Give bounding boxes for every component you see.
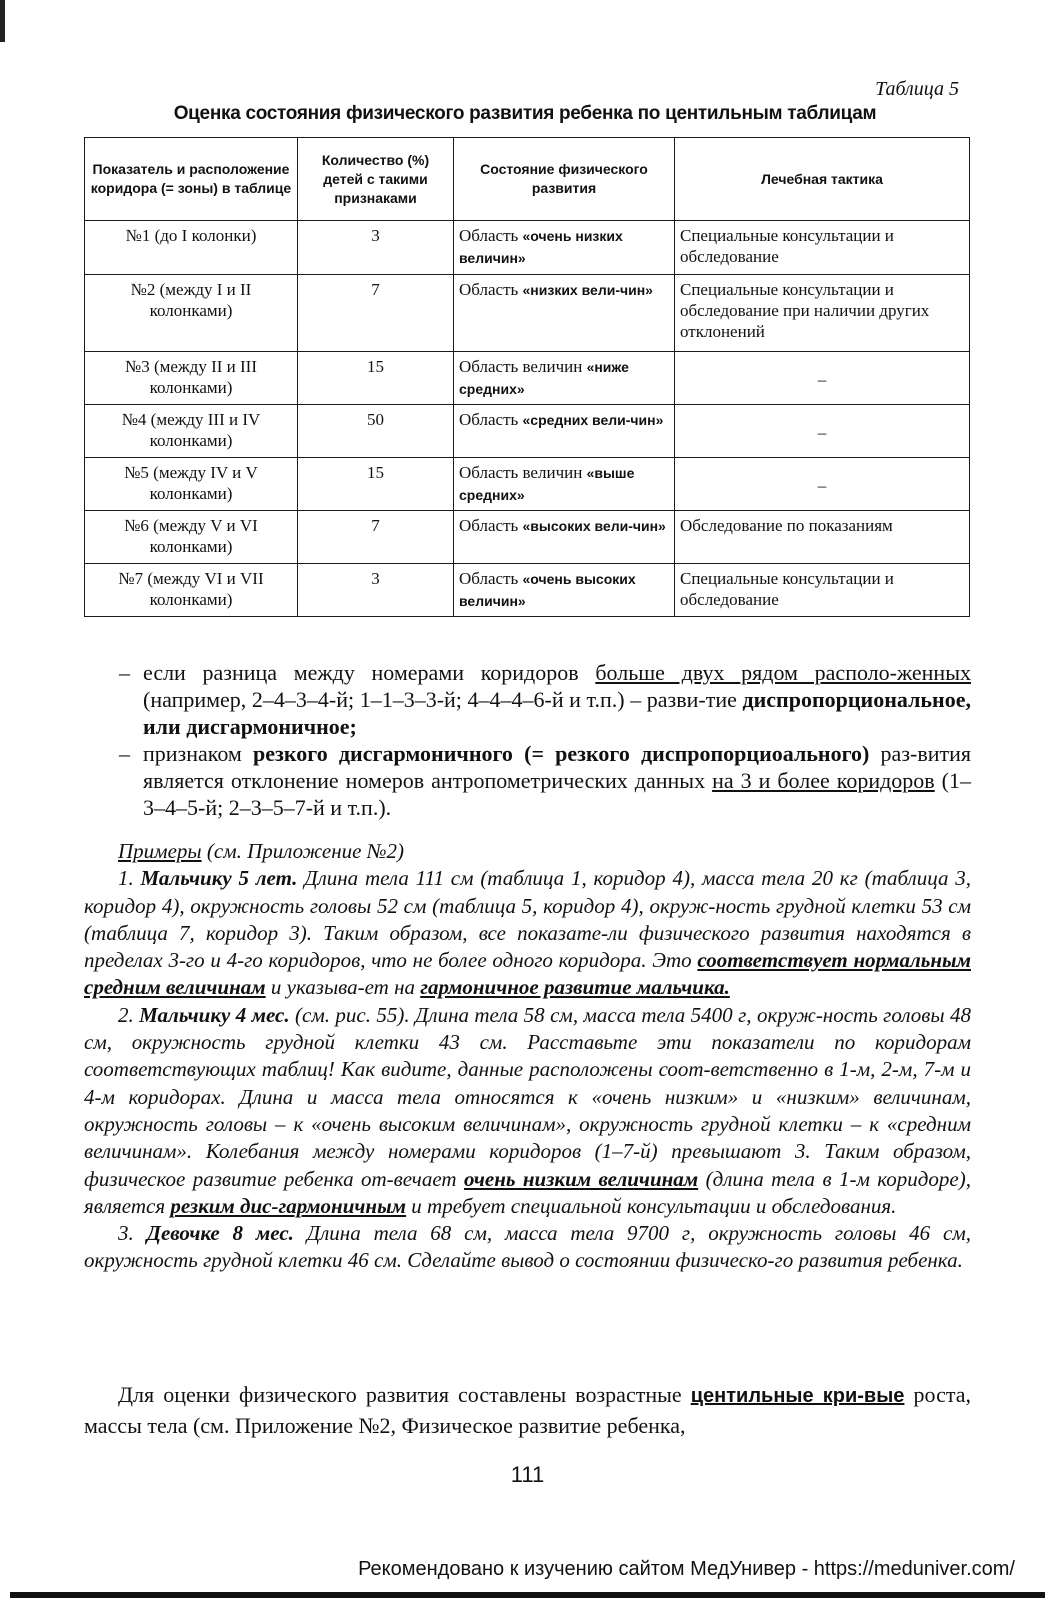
rule-item-disproportional [119,659,971,740]
table-title: Оценка состояния физического развития ребенка по центильным таблицам [173,103,877,124]
rules-list [119,659,971,821]
example-2 [84,1002,971,1220]
cell-zone: №5 (между IV и V колонками) [85,458,298,511]
table-row [85,275,970,352]
cell-tactic: – [675,352,970,405]
state-term: «очень низких величин» [459,228,623,266]
footer-recommendation: Рекомендовано к изучению сайтом МедУнивер - https://meduniver.com/ [358,1558,1015,1580]
table-row [85,511,970,564]
page-number: 111 [510,1462,545,1487]
cell-zone: №7 (между VI и VII колонками) [85,564,298,617]
cell-state [454,405,675,458]
cell-state [454,352,675,405]
header-percent: Количество (%) детей с такими признаками [298,138,454,221]
cell-tactic: Специальные консультации и обследование при наличии других отклонений [675,275,970,352]
table-row [85,405,970,458]
header-zone: Показатель и расположение коридора (= зоны) в таблице [85,138,298,221]
example-1 [84,865,971,1001]
cell-tactic: – [675,458,970,511]
bullet-dash: – [119,660,130,685]
rule-term: диспропорциональное, или дисгармоничное; [143,687,971,739]
state-term: «ниже средних» [459,359,629,397]
cell-state [454,275,675,352]
cell-zone: №3 (между II и III колонками) [85,352,298,405]
example-subject: Девочке 8 мес. [146,1221,294,1246]
rule-term: резкого дисгармоничного (= резкого диспропорциоального) [253,741,870,766]
state-term: «средних вели-чин» [522,412,664,428]
state-text: Область [459,516,523,535]
closing-text: Для оценки физического развития составлены возрастные [118,1382,691,1407]
cell-percent: 7 [298,511,454,564]
example-text: Длина тела 111 см (таблица 1, коридор 4), масса тела 20 кг (таблица 3, коридор 4), окружность головы 52 см (таблица 5, коридор 4), окруж-ность грудной клетки 53 см (таблица 7, коридор 3). Таким образом, все показате-ли физического развития находятся в пределах 3-го и 4-го коридоров, что не более одного коридора. Это [84,866,971,973]
table-row [85,352,970,405]
footer-rule [10,1592,1045,1598]
bullet-dash: – [119,741,130,766]
cell-state [454,564,675,617]
cell-percent: 3 [298,221,454,275]
closing-paragraph [84,1380,971,1440]
state-term: «очень высоких величин» [459,571,636,609]
assessment-table [84,137,970,617]
table-number: Таблица 5 [875,78,959,100]
example-text: Длина тела 68 см, масса тела 9700 г, окружность головы 46 см, окружность грудной клетки 46 см. Сделайте вывод о состоянии физическо-го развития ребенка. [84,1221,972,1273]
example-text: и указыва-ет на [265,975,421,1000]
cell-zone: №1 (до I колонки) [85,221,298,275]
cell-zone: №6 (между V и VI колонками) [85,511,298,564]
state-text: Область величин [459,463,587,482]
example-subject: Мальчику 4 мес. [139,1002,290,1027]
example-text: и требует специальной консультации и обследования. [406,1193,897,1218]
state-text: Область [459,410,523,429]
state-text: Область величин [459,357,587,376]
rule-emphasis: больше двух рядом располо-женных [595,660,971,685]
cell-percent: 3 [298,564,454,617]
header-state: Состояние физического развития [454,138,675,221]
rule-text: раз-вития является отклонение номеров антропометрических данных [143,741,972,793]
example-text: (см. рис. 55). Длина тела 58 см, масса тела 5400 г, окруж-ность головы 48 см, окружность грудной клетки 43 см. Расставьте эти показатели по коридорам соответствующих таблиц! Как видите, данные расположены соот-ветственно в 1-м, 2-м, 7-м и 4-м коридорах. Длина и масса тела относятся к «очень низким» и «низким» величинам, окружность головы – к «очень высоким величинам», окружность грудной клетки – к «средним величинам». Колебания между номерами коридоров (1–7-й) превышают 3. Таким образом, физическое развитие ребенка от-вечает [84,1002,972,1191]
state-term: «выше средних» [459,465,635,503]
cell-percent: 7 [298,275,454,352]
example-conclusion: гармоничное развитие мальчика. [420,975,730,1000]
example-number: 1. [118,866,141,891]
example-conclusion: соответствует нормальным средним величинам [84,948,971,1000]
example-text: (длина тела в 1-м коридоре), является [84,1166,971,1218]
cell-zone: №4 (между III и IV колонками) [85,405,298,458]
table-row [85,564,970,617]
rule-text: если разница между номерами коридоров [143,660,596,685]
cell-percent: 15 [298,458,454,511]
rule-text: (1–3–4–5-й; 2–3–5–7-й и т.п.). [143,768,972,820]
example-conclusion: резким дис-гармоничным [170,1193,407,1218]
cell-tactic: – [675,405,970,458]
cell-zone: №2 (между I и II колонками) [85,275,298,352]
cell-tactic: Специальные консультации и обследование [675,564,970,617]
example-conclusion: очень низким величинам [463,1166,699,1191]
table-row [85,221,970,275]
state-text: Область [459,226,523,245]
scan-edge-mark [0,0,5,42]
state-text: Область [459,280,523,299]
cell-tactic: Обследование по показаниям [675,511,970,564]
rule-item-sharp-disharmony [119,740,971,821]
cell-state [454,458,675,511]
closing-text: роста, массы тела (см. Приложение №2, Физическое развитие ребенка, [84,1382,971,1438]
table-header-row [85,138,970,221]
rule-text: (например, 2–4–3–4-й; 1–1–3–3-й; 4–4–4–6-й и т.п.) – разви-тие [143,687,743,712]
cell-state [454,511,675,564]
examples-heading-label: Примеры [118,839,202,863]
cell-tactic: Специальные консультации и обследование [675,221,970,275]
closing-term: центильные кри-вые [690,1385,905,1407]
cell-percent: 15 [298,352,454,405]
header-tactic: Лечебная тактика [675,138,970,221]
examples-section [84,838,971,1275]
example-subject: Мальчику 5 лет. [140,866,298,891]
cell-state [454,221,675,275]
state-text: Область [459,569,523,588]
state-term: «высоких вели-чин» [522,518,666,534]
rule-emphasis: на 3 и более коридоров [712,768,935,793]
rule-text: признаком [143,741,254,766]
cell-percent: 50 [298,405,454,458]
example-number: 2. [118,1002,140,1027]
state-term: «низких вели-чин» [522,282,653,298]
examples-heading-ref: (см. Приложение №2) [201,839,405,863]
examples-heading [84,838,971,865]
example-number: 3. [118,1221,147,1246]
example-3 [84,1220,971,1275]
table-row [85,458,970,511]
